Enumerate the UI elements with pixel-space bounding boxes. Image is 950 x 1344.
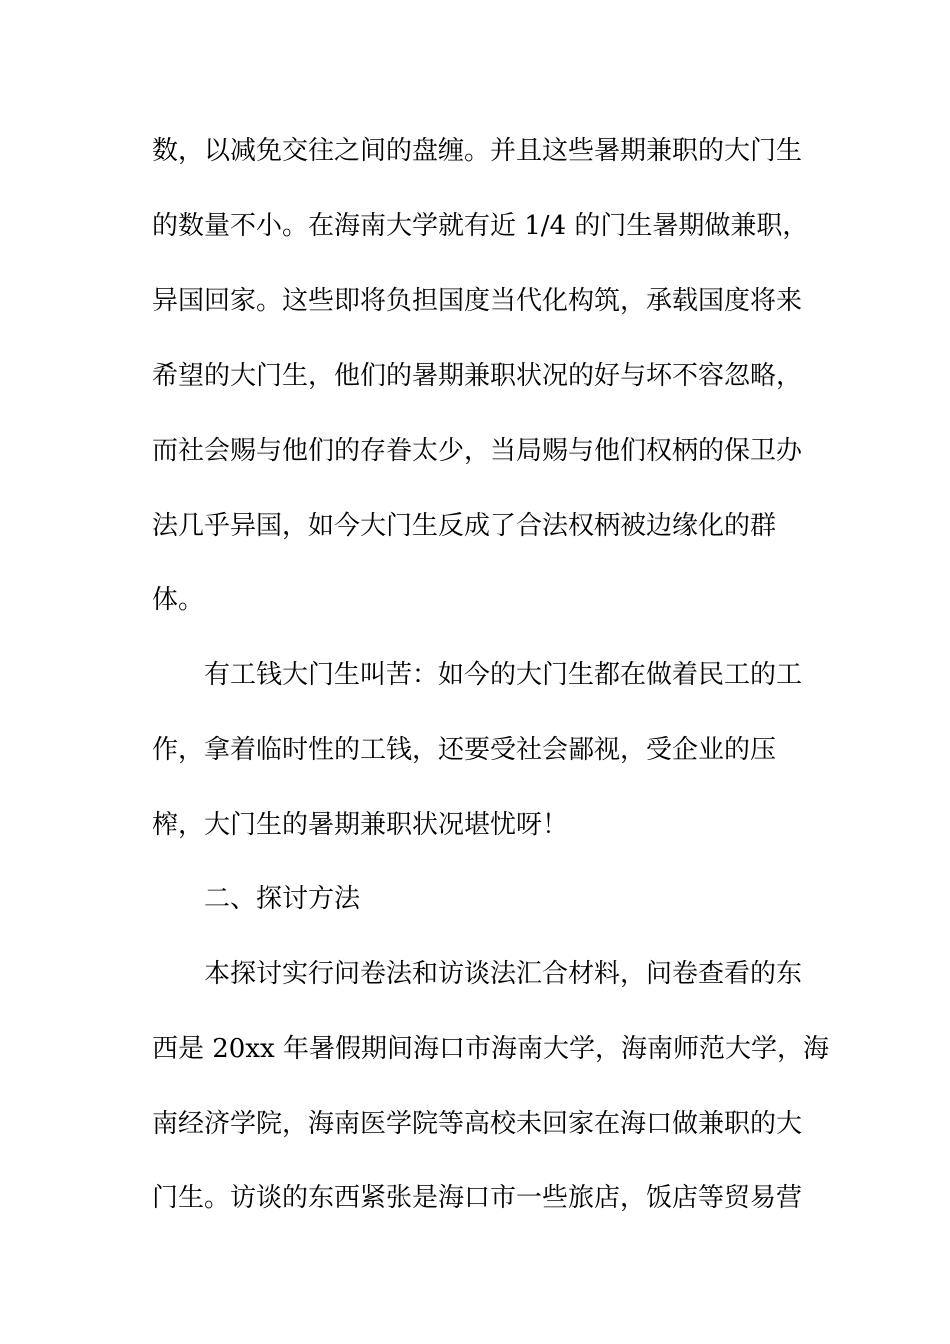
- text-line: 体。: [152, 585, 205, 615]
- text-line: 希望的大门生，他们的暑期兼职状况的好与坏不容忽略，: [152, 361, 803, 391]
- text-line: 榨，大门生的暑期兼职状况堪忧呀！: [152, 810, 569, 840]
- text-line: 数，以减免交往之间的盘缠。并且这些暑期兼职的大门生: [152, 136, 803, 166]
- text-line: 的数量不小。在海南大学就有近 1/4 的门生暑期做兼职，: [152, 211, 809, 241]
- text-line: 异国回家。这些即将负担国度当代化构筑，承载国度将来: [152, 286, 803, 316]
- text-line: 门生。访谈的东西紧张是海口市一些旅店，饭店等贸易营: [152, 1183, 803, 1213]
- text-line: 法几乎异国，如今大门生反成了合法权柄被边缘化的群: [152, 511, 777, 541]
- text-line: 西是 20xx 年暑假期间海口市海南大学，海南师范大学，海: [152, 1034, 829, 1064]
- text-line: 作，拿着临时性的工钱，还要受社会鄙视，受企业的压: [152, 735, 777, 765]
- paragraph-first-line: 有工钱大门生叫苦：如今的大门生都在做着民工的工: [204, 660, 803, 690]
- section-heading: 二、探讨方法: [204, 884, 361, 914]
- paragraph-first-line: 本探讨实行问卷法和访谈法汇合材料，问卷查看的东: [204, 959, 803, 989]
- text-line: 南经济学院，海南医学院等高校未回家在海口做兼职的大: [152, 1109, 803, 1139]
- text-line: 而社会赐与他们的存眷太少，当局赐与他们权柄的保卫办: [152, 436, 803, 466]
